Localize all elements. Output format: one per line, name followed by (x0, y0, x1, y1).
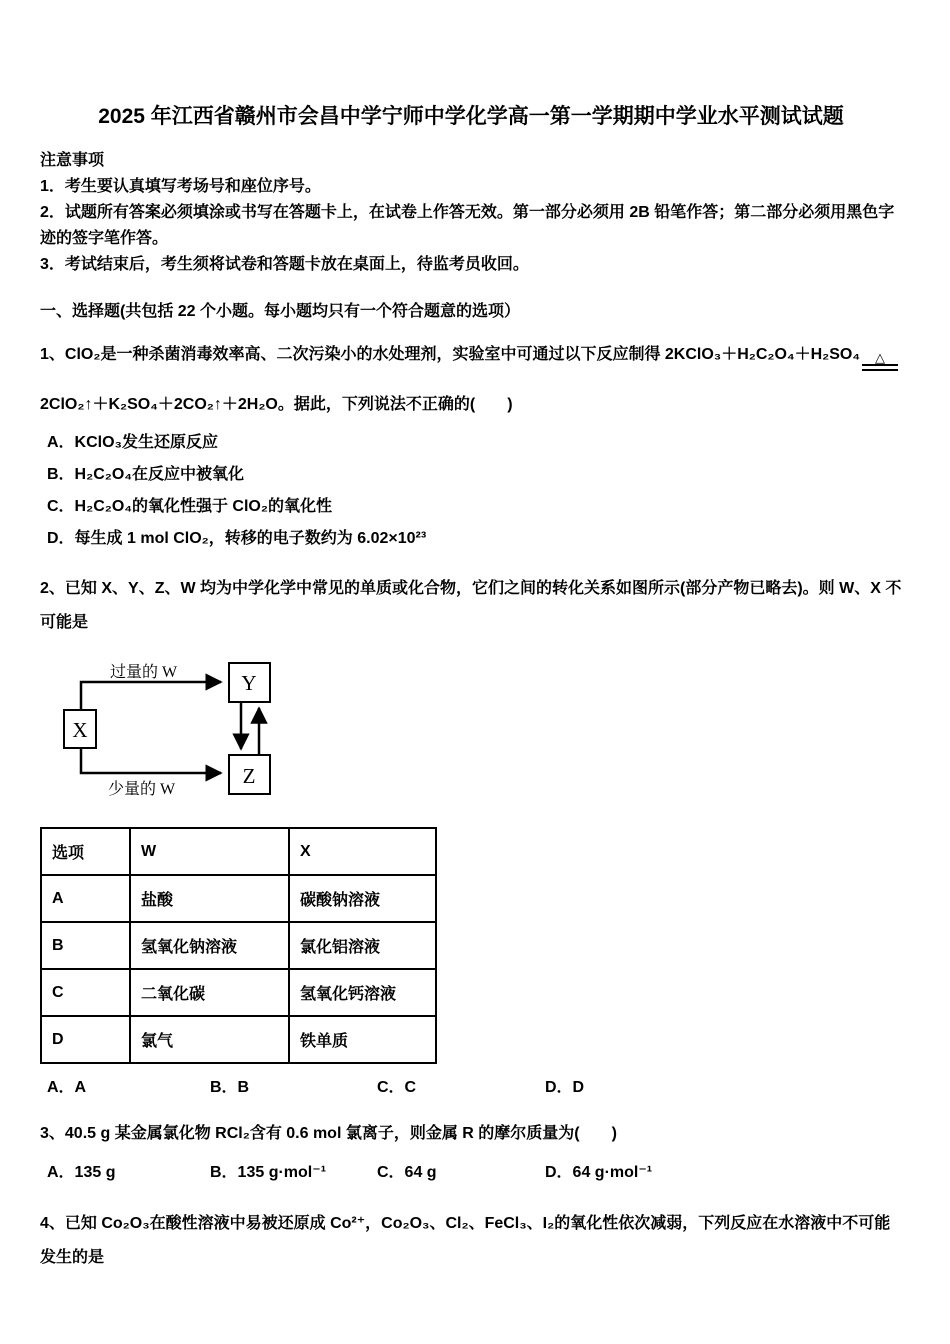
question-2-option-c: C．C (377, 1079, 417, 1096)
question-3-option-c: C．64 g (377, 1164, 437, 1181)
delta-heat-icon: △ (875, 350, 886, 365)
heated-equals-symbol (862, 352, 898, 371)
question-2-option-d: D．D (545, 1079, 585, 1096)
node-z-label: Z (242, 764, 256, 788)
question-2-option-b: B．B (210, 1079, 250, 1096)
question-2-stem: 2、已知 X、Y、Z、W 均为中学化学中常见的单质或化合物，它们之间的转化关系如图所示(部分产物已略去)。则 W、X 不可能是 (40, 580, 902, 631)
question-1-stem-line2: 2ClO₂↑＋K₂SO₄＋2CO₂↑＋2H₂O。据此，下列说法不正确的( ) (40, 396, 513, 413)
question-3-option-a: A．135 g (47, 1164, 116, 1181)
table-row (41, 1016, 436, 1063)
table-row (41, 875, 436, 922)
transformation-diagram (52, 652, 292, 804)
question-4 (40, 1207, 902, 1275)
table-row (41, 922, 436, 969)
table-cell: 氯气 (130, 1016, 289, 1063)
question-1-options (40, 427, 902, 555)
question-3-options-row (40, 1158, 902, 1188)
section-1-heading: 一、选择题(共包括 22 个小题。每小题均只有一个符合题意的选项） (40, 303, 521, 320)
table-header-row (41, 828, 436, 875)
question-1-option-b: B．H₂C₂O₄在反应中被氧化 (47, 466, 244, 483)
table-row (41, 969, 436, 1016)
question-2-options-row (40, 1073, 902, 1103)
table-cell: 铁单质 (289, 1016, 436, 1063)
double-bond-lines (862, 364, 898, 371)
arrow-x-to-z (81, 748, 221, 773)
notice-item: 3．考试结束后，考生须将试卷和答题卡放在桌面上，待监考员收回。 (40, 256, 529, 273)
options-table (40, 827, 437, 1064)
small-amount-w-label: 少量的 W (108, 781, 176, 798)
question-2 (40, 572, 902, 1103)
question-1-stem-text: 1、ClO₂是一种杀菌消毒效率高、二次污染小的水处理剂，实验室中可通过以下反应制得 2KClO₃＋H₂C₂O₄＋H₂SO₄ (40, 346, 861, 363)
node-y-label: Y (241, 671, 257, 695)
table-cell: A (41, 875, 130, 922)
notice-section (40, 148, 902, 278)
question-3 (40, 1119, 902, 1188)
notice-item: 2．试题所有答案必须填涂或书写在答题卡上，在试卷上作答无效。第一部分必须用 2B 铅笔作答；第二部分必须用黑色字迹的签字笔作答。 (40, 204, 895, 247)
question-3-option-b: B．135 g·mol⁻¹ (210, 1164, 327, 1181)
table-header-w: W (130, 828, 289, 875)
node-x-label: X (72, 718, 88, 742)
table-header-x: X (289, 828, 436, 875)
excess-w-label: 过量的 W (110, 664, 178, 681)
question-2-option-a: A．A (47, 1079, 87, 1096)
table-cell: 氢氧化钠溶液 (130, 922, 289, 969)
table-cell: D (41, 1016, 130, 1063)
table-cell: C (41, 969, 130, 1016)
table-cell: 氯化铝溶液 (289, 922, 436, 969)
transformation-diagram-wrap (52, 652, 902, 809)
table-cell: 碳酸钠溶液 (289, 875, 436, 922)
table-cell: 氢氧化钙溶液 (289, 969, 436, 1016)
question-1-stem-line1 (40, 340, 902, 371)
table-cell: 盐酸 (130, 875, 289, 922)
question-3-option-d: D．64 g·mol⁻¹ (545, 1164, 653, 1181)
question-1-option-d: D．每生成 1 mol ClO₂，转移的电子数约为 6.02×10²³ (47, 530, 427, 547)
question-4-stem: 4、已知 Co₂O₃在酸性溶液中易被还原成 Co²⁺，Co₂O₃、Cl₂、FeCl₃、I₂的氧化性依次减弱，下列反应在水溶液中不可能发生的是 (40, 1215, 891, 1266)
notice-heading: 注意事项 (40, 152, 105, 169)
table-cell: B (41, 922, 130, 969)
question-1 (40, 340, 902, 555)
table-cell: 二氧化碳 (130, 969, 289, 1016)
arrow-x-to-y (81, 682, 221, 710)
table-header-option: 选项 (41, 828, 130, 875)
question-1-option-c: C．H₂C₂O₄的氧化性强于 ClO₂的氧化性 (47, 498, 332, 515)
question-3-stem: 3、40.5 g 某金属氯化物 RCl₂含有 0.6 mol 氯离子，则金属 R 的摩尔质量为( ) (40, 1125, 617, 1142)
notice-item: 1．考生要认真填写考场号和座位序号。 (40, 178, 321, 195)
page-title: 2025 年江西省赣州市会昌中学宁师中学化学高一第一学期期中学业水平测试试题 (98, 105, 844, 128)
question-1-option-a: A．KClO₃发生还原反应 (47, 434, 218, 451)
